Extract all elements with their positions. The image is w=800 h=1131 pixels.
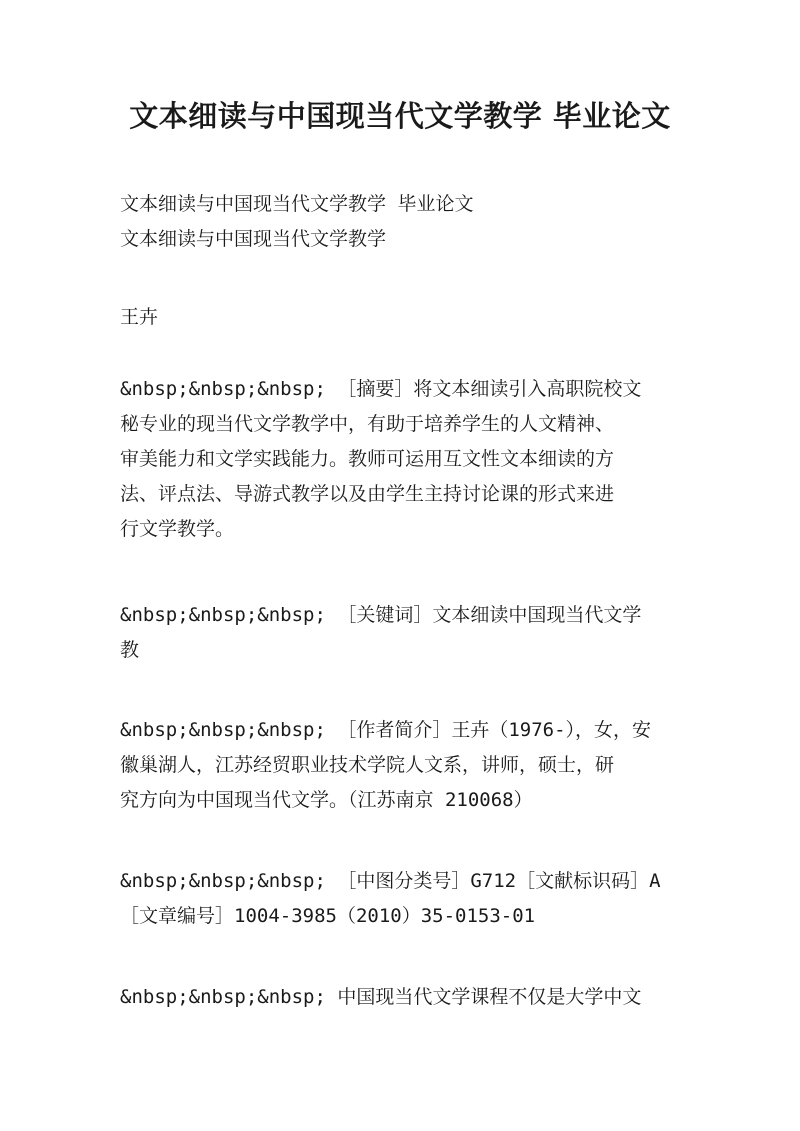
abstract-paragraph <box>120 372 700 547</box>
keywords-line: &nbsp;&nbsp;&nbsp; ［关键词］文本细读中国现当代文学 <box>120 604 642 626</box>
subtitle-line: 文本细读与中国现当代文学教学 毕业论文 <box>120 193 474 215</box>
keywords-paragraph <box>120 598 700 668</box>
abstract-line: &nbsp;&nbsp;&nbsp; ［摘要］将文本细读引入高职院校文 <box>120 378 642 400</box>
subtitle-block <box>120 187 700 257</box>
subtitle-line: 文本细读与中国现当代文学教学 <box>120 228 387 250</box>
author-intro-line: 究方向为中国现当代文学。（江苏南京 210068） <box>120 789 533 811</box>
author-block <box>120 300 700 335</box>
abstract-line: 行文学教学。 <box>120 518 235 540</box>
classification-paragraph <box>120 864 700 934</box>
abstract-line: 法、评点法、导游式教学以及由学生主持讨论课的形式来进 <box>120 483 615 505</box>
author-intro-line: 徽巢湖人，江苏经贸职业技术学院人文系，讲师，硕士，研 <box>120 754 615 776</box>
intro-paragraph <box>120 980 700 1015</box>
author-name: 王卉 <box>120 306 159 328</box>
author-intro-line: &nbsp;&nbsp;&nbsp; ［作者简介］王卉（1976-），女，安 <box>120 719 652 741</box>
keywords-line: 教 <box>120 639 140 661</box>
author-intro-paragraph <box>120 713 700 818</box>
classification-line: &nbsp;&nbsp;&nbsp; ［中图分类号］G712［文献标识码］A <box>120 870 661 892</box>
classification-line: ［文章编号］1004-3985（2010）35-0153-01 <box>120 905 536 927</box>
document-title: 文本细读与中国现当代文学教学 毕业论文 <box>129 99 671 133</box>
abstract-line: 审美能力和文学实践能力。教师可运用互文性文本细读的方 <box>120 448 615 470</box>
abstract-line: 秘专业的现当代文学教学中，有助于培养学生的人文精神、 <box>120 413 615 435</box>
intro-line: &nbsp;&nbsp;&nbsp; 中国现当代文学课程不仅是大学中文 <box>120 986 642 1008</box>
